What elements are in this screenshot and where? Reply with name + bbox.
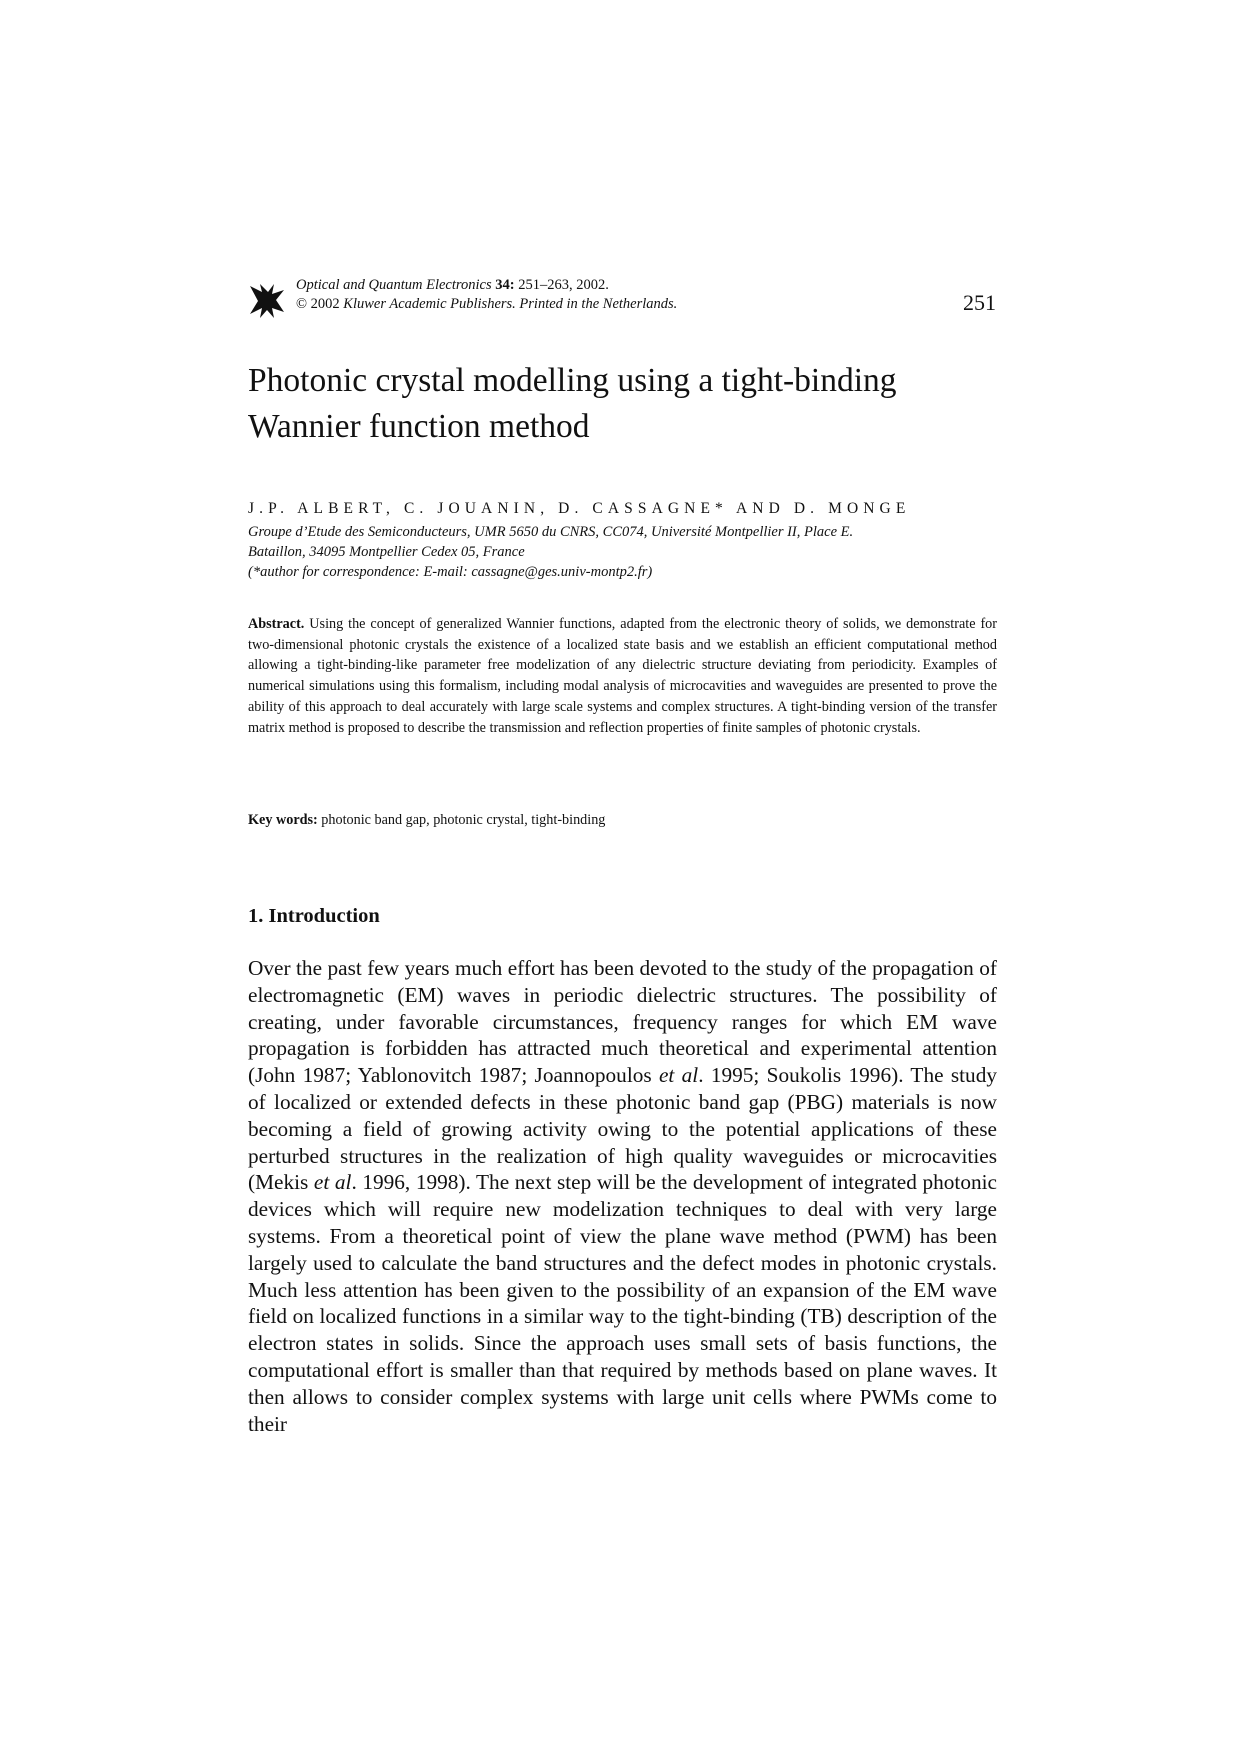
copyright-text: Kluwer Academic Publishers. Printed in the Netherlands. (339, 296, 678, 312)
intro-text-2: . 1995; Soukolis 1996). The study of localized or extended defects in these photonic band gap (PBG) materials is now becoming a field of growing activity owing to the potential applications of these perturbed structures in the realization of high quality waveguides or microcavities (Mekis (248, 1063, 997, 1195)
correspondence-line: (*author for correspondence: E-mail: cassagne@ges.univ-montp2.fr) (248, 564, 653, 580)
introduction-paragraph (248, 955, 997, 1437)
abstract (248, 614, 997, 738)
title-line-1: Photonic crystal modelling using a tight-binding (248, 362, 897, 399)
author-list: J.P. ALBERT, C. JOUANIN, D. CASSAGNE* AND D. MONGE (248, 500, 911, 517)
keywords-text: photonic band gap, photonic crystal, tight-binding (317, 812, 606, 828)
journal-header (248, 276, 996, 320)
journal-name: Optical and Quantum Electronics (296, 277, 492, 293)
affiliation-line-2: Bataillon, 34095 Montpellier Cedex 05, France (248, 544, 525, 560)
journal-volume: 34: (495, 277, 515, 293)
copyright-symbol: © (296, 296, 308, 312)
journal-line (296, 276, 677, 295)
page-number: 251 (963, 290, 996, 315)
copyright-year: 2002 (307, 296, 340, 312)
abstract-text: Using the concept of generalized Wannier functions, adapted from the electronic theory of solids, we demonstrate for two-dimensional photonic crystals the existence of a localized state basis and we establish an efficient computational method allowing a tight-binding-like parameter free modelization of any dielectric structure deviating from periodicity. Examples of numerical simulations using this formalism, including modal analysis of microcavities and waveguides are presented to prove the ability of this approach to deal accurately with large scale systems and complex structures. A tight-binding version of the transfer matrix method is proposed to describe the transmission and reflection properties of finite samples of photonic crystals. (248, 616, 997, 736)
journal-pages: 251–263, 2002. (514, 277, 609, 293)
journal-citation (296, 276, 677, 314)
intro-text-1: Over the past few years much effort has been devoted to the study of the propagation of electromagnetic (EM) waves in periodic dielectric structures. The possibility of creating, under favorable circumstances, frequency ranges for which EM wave propagation is forbidden has attracted much theoretical and experimental attention (John 1987; Yablonovitch 1987; Joannopoulos (248, 956, 997, 1088)
title-line-2: Wannier function method (248, 408, 590, 445)
affiliation (248, 522, 1008, 582)
intro-etal-2: et al (313, 1170, 352, 1195)
intro-etal-1: et al (658, 1063, 699, 1088)
section-heading: 1. Introduction (248, 905, 380, 927)
abstract-label: Abstract. (248, 616, 305, 632)
affiliation-line-1: Groupe d’Etude des Semiconducteurs, UMR 5650 du CNRS, CC074, Université Montpellier II, Place E. (248, 524, 854, 540)
copyright-line (296, 295, 677, 314)
keywords (248, 812, 605, 829)
publisher-logo-icon (248, 282, 286, 320)
paper-title (248, 358, 1008, 450)
keywords-label: Key words: (248, 812, 318, 828)
intro-text-3: . 1996, 1998). The next step will be the development of integrated photonic devices which will require new modelization techniques to deal with very large systems. From a theoretical point of view the plane wave method (PWM) has been largely used to calculate the band structures and the defect modes in photonic crystals. Much less attention has been given to the possibility of an expansion of the EM wave field on localized functions in a similar way to the tight-binding (TB) description of the electron states in solids. Since the approach uses small sets of basis functions, the computational effort is smaller than that required by methods based on plane waves. It then allows to consider complex systems with large unit cells where PWMs come to their (248, 1170, 997, 1436)
